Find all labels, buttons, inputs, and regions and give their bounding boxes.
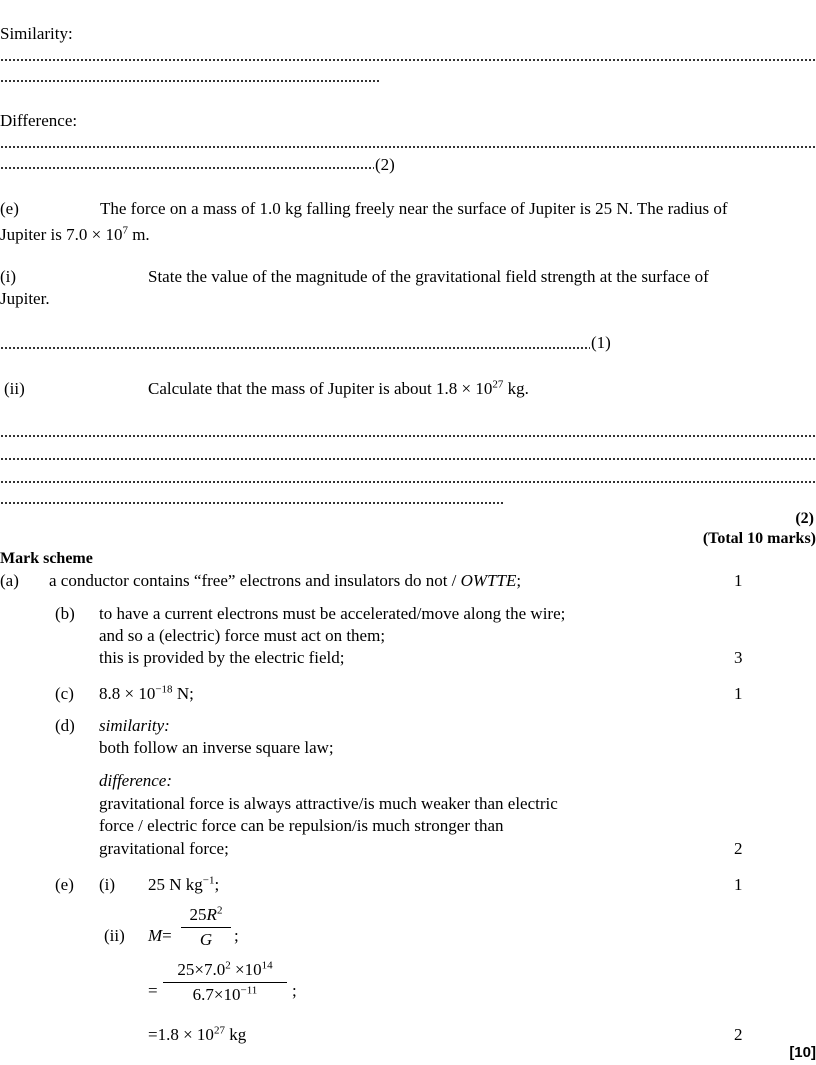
total-marks: (Total 10 marks) xyxy=(702,530,816,547)
answer-line xyxy=(0,166,374,170)
ms-e-number: (e) xyxy=(55,875,74,894)
fraction-denominator: G xyxy=(199,930,213,949)
ms-c-marks: 1 xyxy=(734,684,743,703)
ms-c-number: (c) xyxy=(55,684,74,703)
ms-d-similarity-text: both follow an inverse square law; xyxy=(99,738,334,757)
fraction-denominator: $6.7\times 10^{-11}$ xyxy=(192,984,258,1004)
fraction-mass-formula xyxy=(181,905,231,950)
answer-line xyxy=(0,457,816,461)
ms-d-difference-1: gravitational force is always attractive/is much weaker than electric xyxy=(99,794,558,813)
mark-scheme-title: Mark scheme xyxy=(0,550,93,567)
ms-d-difference-3: gravitational force; xyxy=(99,839,229,858)
answer-line xyxy=(0,58,816,62)
question-e-number: (e) xyxy=(0,199,19,218)
answer-line xyxy=(0,145,816,149)
ms-d-similarity-label: similarity: xyxy=(99,716,170,735)
answer-line xyxy=(0,79,380,83)
fraction-bar xyxy=(163,982,287,983)
ms-b-number: (b) xyxy=(55,604,75,623)
ms-b-line-3: this is provided by the electric field; xyxy=(99,648,345,667)
ms-total: [10] xyxy=(789,1044,816,1061)
question-e-text-2: Jupiter is $7.0 \times 10^7$ m. xyxy=(0,224,150,244)
marks-eii: (2) xyxy=(795,510,814,527)
fraction-substitution xyxy=(163,960,287,1005)
ms-eii-number: (ii) xyxy=(104,926,125,945)
ms-a-marks: 1 xyxy=(734,571,743,590)
question-ei-text-2: Jupiter. xyxy=(0,289,50,308)
answer-line xyxy=(0,480,816,484)
question-eii-number: (ii) xyxy=(4,379,25,398)
question-ei-text: State the value of the magnitude of the gravitational field strength at the surface of xyxy=(148,267,709,286)
similarity-label: Similarity: xyxy=(0,24,73,43)
ms-a-number: (a) xyxy=(0,571,19,590)
marks-ei: (1) xyxy=(591,333,611,352)
question-e-text: The force on a mass of 1.0 kg falling freely near the surface of Jupiter is 25 N. The radius of xyxy=(100,199,728,218)
ms-e-marks: 2 xyxy=(734,1025,743,1044)
question-eii-text: Calculate that the mass of Jupiter is about $1.8 \times 10^{27}$ kg. xyxy=(148,378,529,398)
ms-d-marks: 2 xyxy=(734,839,743,858)
ms-b-line-1: to have a current electrons must be accelerated/move along the wire; xyxy=(99,604,566,623)
semicolon: ; xyxy=(234,926,239,945)
answer-line xyxy=(0,434,816,438)
fraction-numerator: $25\times 7.0^2 \times 10^{14}$ xyxy=(177,959,273,979)
ms-ei-marks: 1 xyxy=(734,875,743,894)
ms-c-text: $8.8 \times 10^{-18}$ N; xyxy=(99,683,194,703)
fraction-bar xyxy=(181,927,231,928)
ms-ei-text: 25 N $kg^{-1}$; xyxy=(148,874,220,894)
semicolon: ; xyxy=(292,981,297,1000)
equals-sign: = xyxy=(148,981,158,1000)
ms-b-line-2: and so a (electric) force must act on them; xyxy=(99,626,386,645)
difference-label: Difference: xyxy=(0,111,78,130)
question-ei-number: (i) xyxy=(0,267,17,286)
ms-eii-result: $=1.8 \times 10^{27}$ kg xyxy=(148,1024,247,1044)
ms-d-difference-label: difference: xyxy=(99,771,172,790)
ms-d-number: (d) xyxy=(55,716,75,735)
ms-b-marks: 3 xyxy=(734,648,743,667)
marks-d: (2) xyxy=(375,155,395,174)
ms-d-difference-2: force / electric force can be repulsion/is much stronger than xyxy=(99,816,504,835)
ms-ei-number: (i) xyxy=(99,875,116,894)
answer-line xyxy=(0,501,504,505)
ms-eii-m: M= xyxy=(148,926,172,945)
ms-a-text: a conductor contains “free” electrons and insulators do not / OWTTE; xyxy=(49,571,522,590)
answer-line xyxy=(0,346,590,350)
fraction-numerator: $25R^2$ xyxy=(189,904,223,924)
